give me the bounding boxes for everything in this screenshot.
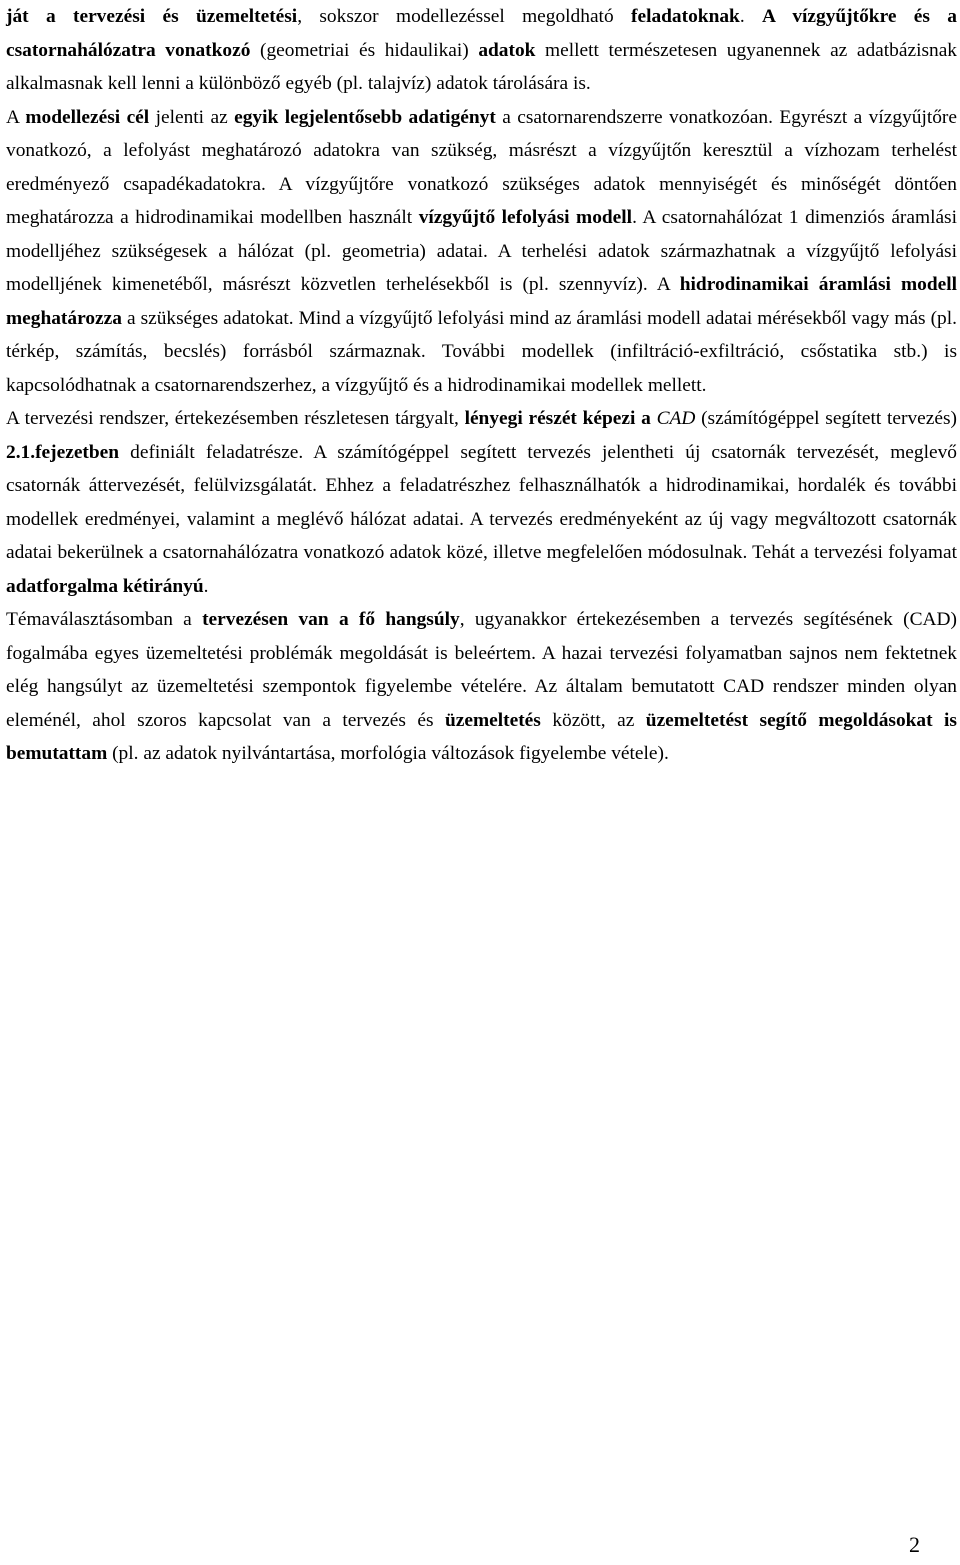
bold-text: vízgyűjtő lefolyási modell [418, 207, 633, 228]
bold-text: üzemeltetést segítő megoldásokat is bemutattam [6, 709, 957, 764]
text-run: , sokszor modellezéssel megoldható [297, 6, 631, 27]
text-run: jelenti az [149, 106, 235, 128]
page-number: 2 [909, 1532, 920, 1557]
bold-text: lényegi részét képezi a [464, 408, 657, 429]
text-run: között, az [540, 709, 646, 731]
text-run: a szükséges adatokat. Mind a vízgyűjtő lefolyási mind az áramlási modell adatai mérésekből vagy más (pl. térkép, számítás, becslés) forrásból származnak. További modellek (infiltráció-exfiltráció, csőstatika stb.) is kapcsolódhatnak a csatornarendszerhez, a vízgyűjtő és a hidrodinamikai modellek mellett. [6, 307, 957, 396]
bold-text: modellezési cél [25, 106, 150, 128]
text-run: (számítógéppel segített tervezés) [695, 408, 957, 429]
text-run: . [203, 575, 209, 597]
bold-text: tervezésen van a fő hangsúly [202, 609, 460, 630]
text-run: (pl. az adatok nyilvántartása, morfológia változások figyelembe vétele). [107, 743, 669, 764]
bold-text: A vízgyűjtőkre és a csatornahálózatra vonatkozó [6, 6, 957, 61]
document-page [6, 0, 957, 771]
text-run: , ugyanakkor értekezésemben a tervezés segítésének (CAD) fogalmába egyes üzemeltetési problémák megoldását is beleértem. A hazai tervezési folyamatban sajnos nem fektetnek elég hangsúlyt az üzemeltetési szempontok figyelembe vételére. Az általam bemutatott CAD rendszer minden olyan eleménél, ahol szoros kapcsolat van a tervezés és [6, 609, 957, 731]
bold-text: 2.1.fejezetben [6, 441, 120, 463]
text-run: A [6, 106, 26, 128]
text-run: mellett természetesen ugyanennek az adatbázisnak alkalmasnak kell lenni a különböző egyéb (pl. talajvíz) adatok tárolására is. [6, 39, 958, 94]
paragraph-storage [6, 0, 957, 101]
text-run: Témaválasztásomban a [6, 609, 203, 630]
text-run: A tervezési rendszer, értekezésemben részletesen tárgyalt, [6, 408, 465, 429]
bold-text: ját a tervezési és üzemeltetési [6, 6, 298, 27]
paragraph-modeling [6, 101, 957, 403]
bold-text: adatforgalma kétirányú [6, 575, 204, 597]
bold-text: egyik legjelentősebb adatigényt [234, 106, 496, 128]
italic-text: CAD [656, 408, 696, 429]
bold-text: hidrodinamikai áramlási modell meghatározza [6, 274, 958, 329]
paragraph-cad [6, 402, 957, 603]
text-run: definiált feladatrésze. A számítógéppel segített tervezés jelentheti új csatornák tervezését, meglevő csatornák áttervezését, felülvizsgálatát. Ehhez a feladatrészhez felhasználhatók a hidrodinamikai, hordalék és további modellek eredményei, valamint a meglévő hálózat adatai. A tervezés eredményeként az új vagy megváltozott csatornák adatai bekerülnek a csatornahálózatra vonatkozó adatok közé, illetve megfelelően módosulnak. Tehát a tervezési folyamat [6, 441, 957, 563]
bold-text: üzemeltetés [445, 709, 541, 731]
bold-text: adatok [478, 39, 536, 61]
text-run: . [739, 6, 763, 27]
text-run: a csatornarendszerre vonatkozóan. Egyrészt a vízgyűjtőre vonatkozó, a lefolyást meghatározó adatokra van szükség, másrészt a vízgyűjtőn keresztül a vízhozam terhelést eredményező csapadékadatokra. A vízgyűjtőre vonatkozó szükséges adatok mennyiségét és minőségét döntően meghatározza a hidrodinamikai modellben használt [6, 106, 957, 228]
text-run: . A csatornahálózat 1 dimenziós áramlási modelljéhez szükségesek a hálózat (pl. geometria) adatai. A terhelési adatok származhatnak a vízgyűjtő lefolyási modelljének kimenetéből, másrészt közvetlen terhelésekből is (pl. szennyvíz). A [6, 207, 957, 295]
paragraph-topic [6, 603, 957, 771]
text-run: (geometriai és hidaulikai) [250, 39, 479, 61]
bold-text: feladatoknak [631, 6, 740, 27]
